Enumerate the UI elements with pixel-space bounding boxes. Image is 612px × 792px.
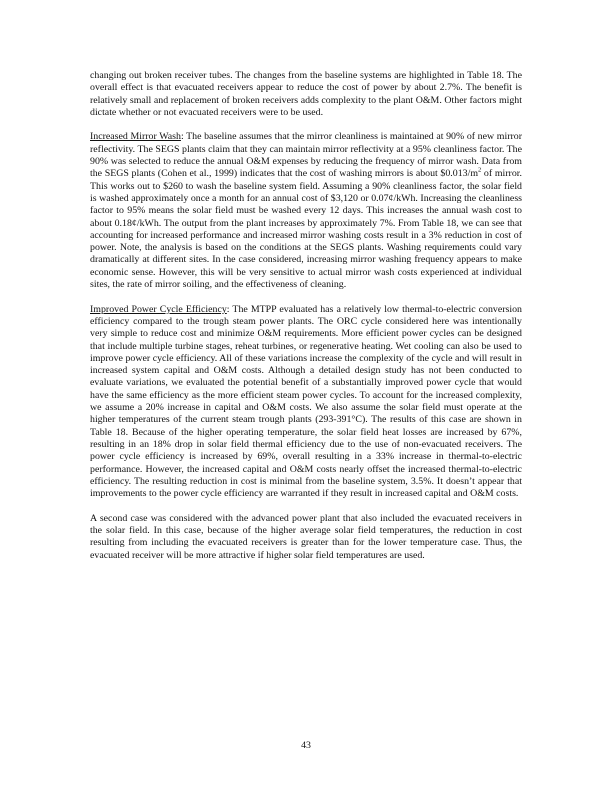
paragraph-second-case: A second case was considered with the advanced power plant that also included the evacuated receivers in the solar field. In this case, because of the higher average solar field temperatures, the reduction in cost resulting from including the evacuated receivers is greater than for the lower temperature case. Thus, the evacuated receiver will be more attractive if higher solar field temperatures are used. <box>90 512 522 561</box>
paragraph-increased-mirror-wash <box>90 131 522 291</box>
document-page <box>90 70 522 574</box>
superscript-squared: 2 <box>478 167 482 175</box>
mirror-wash-text-a: : The baseline assumes that the mirror cleanliness is maintained at 90% of new mirror reflectivity. The SEGS plants claim that they can maintain mirror reflectivity at a 95% cleanliness factor. The 90% was selected to reduce the annual O&M expenses by reducing the frequency of mirror wash. Data from the SEGS plants (Cohen et al., 1999) indicates that the cost of washing mirrors is about $0.013/m <box>90 131 522 180</box>
mirror-wash-text-b: of mirror. This works out to $260 to wash the baseline system field. Assuming a 90% cleanliness factor, the solar field is washed approximately once a month for an annual cost of $3,120 or 0.07¢/kWh. Increasing the cleanliness factor to 95% means the solar field must be washed every 12 days. This increases the annual wash cost to about 0.18¢/kWh. The output from the plant increases by approximately 7%. From Table 18, we can see that accounting for increased performance and increased mirror washing costs result in a 3% reduction in cost of power. Note, the analysis is based on the conditions at the SEGS plants. Washing requirements could vary dramatically at different sites. In the case considered, increasing mirror washing frequency appears to make economic sense. However, this will be very sensitive to actual mirror wash costs experienced at individual sites, the rate of mirror soiling, and the effectiveness of cleaning. <box>90 168 522 291</box>
paragraph-evacuated-receivers: changing out broken receiver tubes. The changes from the baseline systems are highlighted in Table 18. The overall effect is that evacuated receivers appear to reduce the cost of power by about 2.7%. The benefit is relatively small and replacement of broken receivers adds complexity to the plant O&M. Other factors might dictate whether or not evacuated receivers were to be used. <box>90 70 522 118</box>
paragraph-improved-power-cycle <box>90 304 522 501</box>
section-heading-increased-mirror-wash: Increased Mirror Wash <box>90 131 181 143</box>
page-number: 43 <box>301 740 311 751</box>
section-heading-improved-power-cycle-efficiency: Improved Power Cycle Efficiency <box>90 303 227 315</box>
power-cycle-text: : The MTPP evaluated has a relatively low thermal-to-electric conversion efficiency compared to the trough steam power plants. The ORC cycle considered here was intentionally very simple to reduce cost and minimize O&M requirements. More efficient power cycles can be designed that include multiple turbine stages, reheat turbines, or regenerative heating. Wet cooling can also be used to improve power cycle efficiency. All of these variations increase the complexity of the cycle and will result in increased system capital and O&M costs. Although a detailed design study has not been conducted to evaluate variations, we evaluated the potential benefit of a substantially improved power cycle that would have the same efficiency as the more efficient steam power cycles. To account for the increased complexity, we assume a 20% increase in capital and O&M costs. We also assume the solar field must operate at the higher temperatures of the current steam trough plants (293-391°C). The results of this case are shown in Table 18. Because of the higher operating temperature, the solar field heat losses are increased by 67%, resulting in an 18% drop in solar field thermal efficiency due to the use of non-evacuated receivers. The power cycle efficiency is increased by 69%, overall resulting in a 33% increase in thermal-to-electric performance. However, the increased capital and O&M costs nearly offset the increased thermal-to-electric efficiency. The resulting reduction in cost is minimal from the baseline system, 3.5%. It doesn’t appear that improvements to the power cycle efficiency are warranted if they result in increased capital and O&M costs. <box>90 303 522 500</box>
